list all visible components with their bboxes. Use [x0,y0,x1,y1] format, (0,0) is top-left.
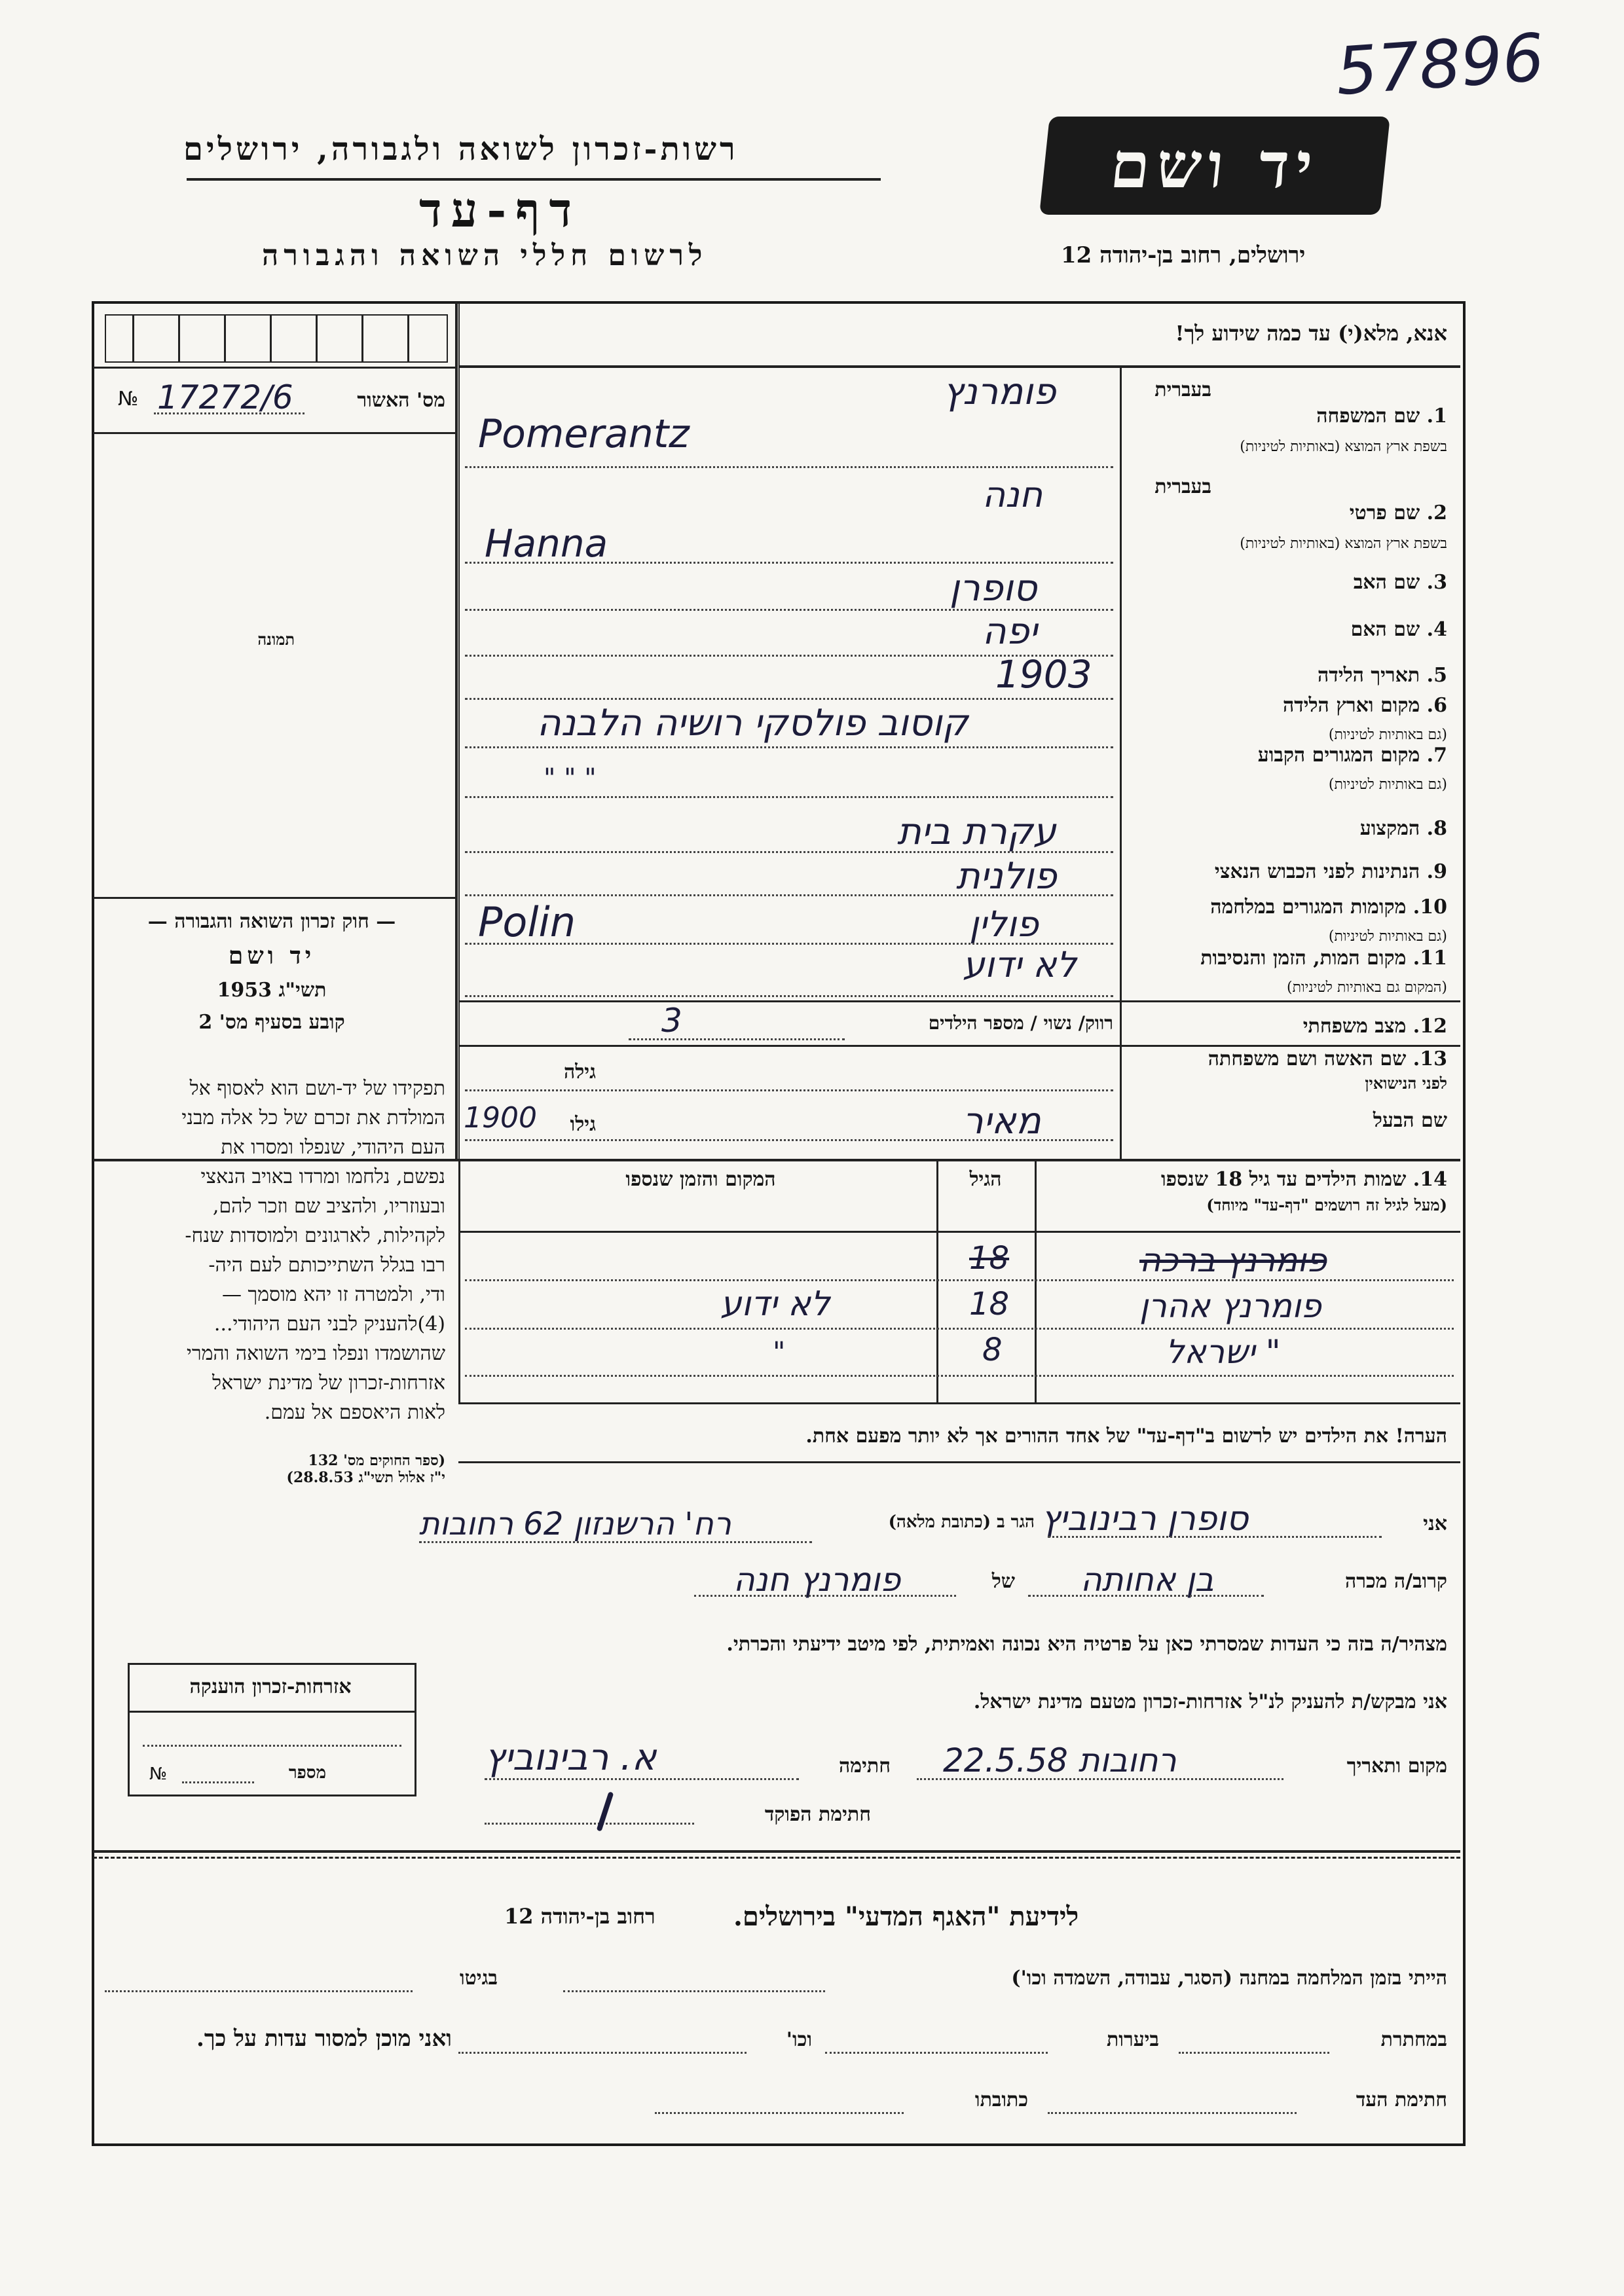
citizenship-box-no-sign: № [149,1764,168,1784]
intro-instruction: אנא, מלא(י) עד כמה שידוע לך! [1175,321,1447,346]
place-date-label: מקום ותאריך [1346,1755,1447,1777]
approval-no-sign: № [118,388,139,410]
marital-status-label: 12. מצב משפחתי [1302,1015,1447,1038]
residence-label: 7. מקום המגורים הקבוע [1257,744,1447,767]
family-name-label: 1. שם המשפחה [1316,405,1447,428]
latin-hint: (גם באותיות לטיניות) [1328,727,1447,743]
death-place-label: 11. מקום המות, הזמן והנסיבות [1200,947,1447,970]
father-name-label: 3. שם האב [1353,571,1447,594]
mother-name-value: יפה [982,610,1038,653]
etc-label: וכו' [786,2028,812,2051]
death-place-value: לא ידוע [963,944,1077,985]
occupation-value: עקרת בית [897,811,1056,853]
declarant-signature: א. רבינוביץ [485,1736,657,1779]
husband-age-value: 1900 [464,1101,537,1135]
witness-signature-label: חתימת העד [1356,2088,1447,2111]
law-line: אזרחות-זכרון של מדינת ישראל [212,1372,445,1394]
institute-address: ירושלים, רחוב בן-יהודה 12 [1061,242,1306,268]
law-line: ובעוזריו, ולהציב שם וזכר להם, [212,1195,445,1218]
wife-name-label: 13. שם האשה ושם משפחתה [1208,1048,1447,1070]
birth-date-value: 1903 [995,652,1092,697]
witness-address-label: כתובתו [974,2088,1028,2111]
age-column-header: הגיל [969,1168,1002,1191]
law-reference: (ספר החוקים מס' 132 [308,1452,445,1469]
birth-date-label: 5. תאריך הלידה [1318,664,1447,687]
latin-hint: (גם באותיות לטיניות) [1328,928,1447,945]
underground-label: במחתרת [1380,2028,1447,2051]
children-note: הערה! את הילדים יש לרשום ב"דף-עד" של אחד ההורים אך לא יותר מפעם אחת. [805,1425,1447,1448]
children-hint: (מעל לגיל זה רושמים "דף-עד" מיוחד) [1206,1195,1447,1214]
wartime-residence-latin: Polin [478,898,576,946]
place-date-value: רחובות 22.5.58 [943,1741,1177,1779]
photo-label: תמונה [257,630,295,649]
latin-hint: (גם באותיות לטיניות) [1328,776,1447,793]
declarant-address: רח' הרשנזון 62 רחובות [419,1506,731,1542]
relation-value: בן אחותה [1080,1561,1214,1599]
law-body [98,1074,445,1427]
law-line: (4)להעניק לבני העם היהודי... [213,1313,445,1336]
family-name-hebrew: פומרנץ [943,371,1056,413]
wartime-residence-hebrew: פולין [969,903,1039,945]
residence-value: " " " [544,763,597,793]
family-name-latin: Pomerantz [478,411,690,457]
place-column-header: המקום והזמן שנספו [625,1168,776,1191]
law-line: ודי, ולמטרה זו יהא מוסמך — [221,1283,445,1306]
footer-address: רחוב בן-יהודה 12 [504,1904,655,1929]
of-label: של [991,1570,1015,1593]
document-number: 57896 [1333,19,1547,110]
authority-name: רשות-זכרון לשואה ולגבורה, ירושלים [183,131,739,168]
of-name: פומרנץ חנה [733,1561,901,1599]
first-name-hebrew: חנה [982,474,1043,515]
wife-age-label: גילה [563,1061,596,1084]
citizenship-box-title: אזרחות-זכרון הוענקה [189,1675,352,1698]
citizenship-box-number-label: מספר [288,1763,326,1783]
latin-hint: בשפת ארץ המוצא (באותיות לטיניות) [1240,536,1447,552]
law-line: נפשם, נלחמו ומרדו באויב הנאצי [200,1165,445,1188]
child-2-place: לא ידוע [720,1285,830,1324]
marital-status-options: רווק/ נשוי / מספר הילדים [928,1012,1113,1034]
law-title: — חוק זכרון השואה והגבורה — [147,910,396,933]
officer-signature-label: חתימת הפוקד [764,1803,871,1826]
declaration-text: מצהיר/ה בזה כי העדות שמסרתי כאן על פרטיה היא נכונה ואמיתית, לפי מיטב ידיעתי והכרתי. [726,1633,1447,1656]
request-text: אני מבקש/ת להעניק לנ"ל אזרחות-זכרון מטעם מדינת ישראל. [973,1690,1447,1713]
citizenship-value: פולנית [956,855,1057,898]
child-3-name: " ישראל [1166,1333,1281,1371]
signature-label: חתימה [839,1755,891,1777]
logo-text: יד ושם [1107,128,1323,202]
mother-name-label: 4. שם האם [1350,618,1447,641]
law-subject: יד ושם [228,942,316,970]
law-line: רבו בגלל השתייכותם לעם היה- [208,1254,445,1277]
law-clause: קובע בסעיף מס' 2 [198,1011,345,1034]
child-1-name: פומרנץ ברכה [1139,1241,1327,1279]
husband-name-value: מאיר [963,1100,1041,1142]
law-line: לאות היאספם אל עמם. [264,1401,445,1424]
yad-vashem-logo [1039,117,1390,215]
approval-label: מס' האשור [357,389,445,412]
law-year: תשי"ג 1953 [217,979,327,1002]
hebrew-label: בעברית [1154,378,1211,401]
child-2-age: 18 [969,1286,1010,1322]
hebrew-label: בעברית [1154,475,1211,498]
law-block [98,910,445,1034]
form-title: דף-עד [419,182,581,238]
card-id-boxes [105,314,448,363]
law-line: העם היהודי, שנפלו ומסרו את [221,1136,445,1159]
child-3-age: 8 [982,1332,1003,1368]
footer-title: לידיעת "האגף המדעי" בירושלים. [733,1901,1079,1932]
child-2-name: פומרנץ אהרן [1139,1287,1321,1325]
testimony-ready-label: ואני מוכן למסור עדות על כך. [196,2026,452,2052]
citizenship-label: 9. הנתינות לפני הכבוש הנאצי [1214,860,1447,883]
declarant-name: סופרן רבינוביץ [1041,1499,1249,1539]
children-count: 3 [661,1002,682,1040]
birth-place-label: 6. מקום וארץ הלידה [1282,694,1447,717]
form-subtitle: לרשום חללי השואה והגבורה [262,239,708,272]
camp-line-label: הייתי בזמן המלחמה במחנה (הסגר, עבודה, השמדה וכו') [1011,1967,1447,1990]
declarant-i-label: אני [1423,1512,1447,1535]
birth-place-value: קוסוב פולסקי רושיה הלבנה [537,702,969,744]
first-name-label: 2. שם פרטי [1349,501,1447,524]
husband-age-label: גילו [570,1113,596,1136]
latin-hint: (המקום גם באותיות לטיניות) [1287,979,1447,996]
child-3-place: " [773,1336,786,1368]
law-line: המולדת את זכרם של כל אלה מבני [181,1106,445,1129]
declarant-resides-label: הגר ב (כתובת מלאה) [888,1512,1035,1532]
father-name-value: סופרן [950,567,1037,610]
first-name-latin: Hanna [485,521,608,566]
ghetto-label: בגיטו [459,1967,498,1990]
occupation-label: 8. המקצוע [1359,817,1447,840]
forests-label: ביערות [1106,2028,1159,2051]
law-reference-date: י"ז אלול תשי"ג 28.8.53) [286,1469,445,1486]
law-line: שהושמדו ונפלו בימי השואה והמרי [186,1342,445,1365]
law-line: תפקידו של יד-ושם הוא לאסוף אל [189,1077,445,1100]
before-marriage-hint: לפני הנישואין [1365,1074,1447,1093]
latin-hint: בשפת ארץ המוצא (באותיות לטיניות) [1240,439,1447,455]
children-label: 14. שמות הילדים עד גיל 18 שנספו [1160,1168,1447,1191]
memorial-citizenship-box [128,1663,416,1796]
wartime-residence-label: 10. מקומות המגורים במלחמה [1210,896,1447,919]
approval-number: 17272/6 [157,378,293,416]
relative-label: קרוב/ה מכרה [1344,1570,1447,1593]
law-line: לקהילות, לארגונים ולמוסדות שנח- [185,1224,445,1247]
husband-name-label: שם הבעל [1373,1109,1447,1132]
child-1-age: 18 [969,1240,1010,1277]
